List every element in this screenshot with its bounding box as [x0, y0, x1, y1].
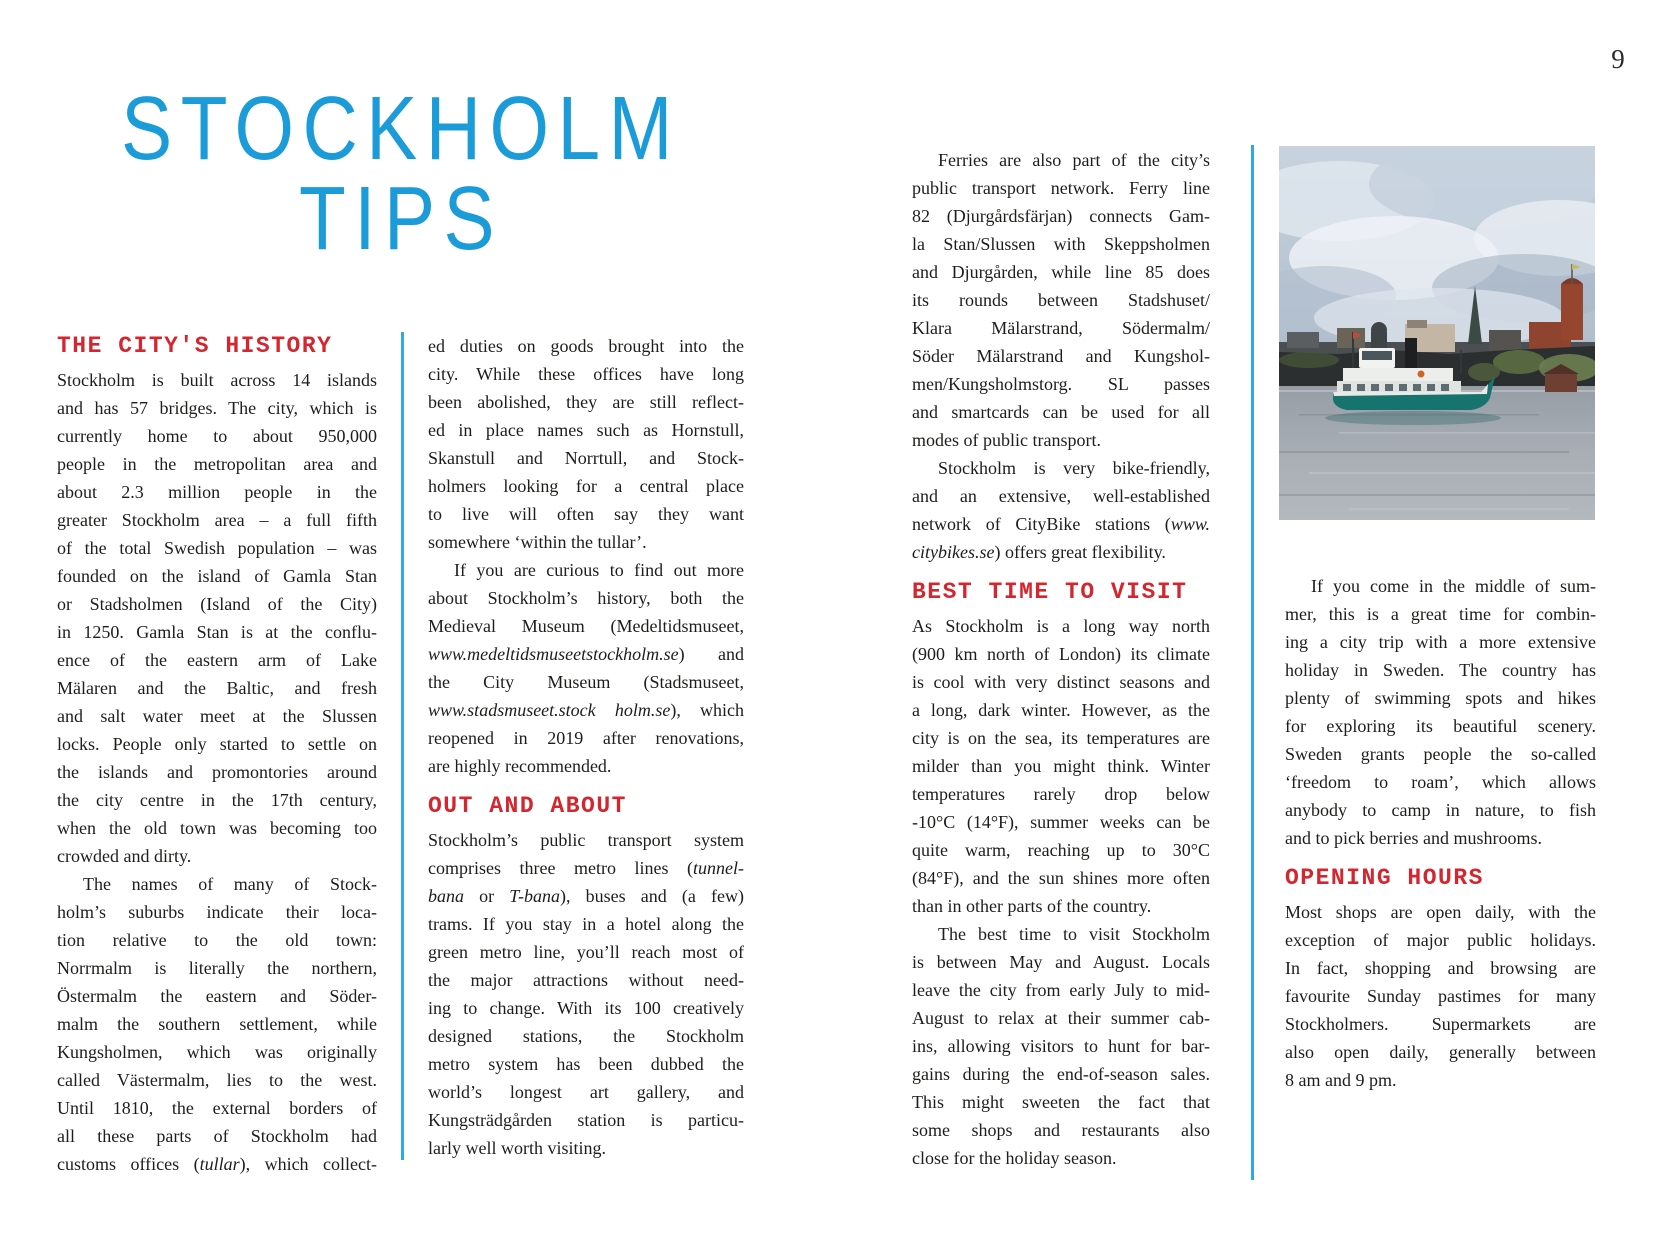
text-line: Most shops are open daily, with the [1285, 902, 1596, 922]
paragraph [912, 146, 1210, 454]
text-line: greater Stockholm area – a full fifth [57, 510, 377, 530]
text-line: This might sweeten the fact that [912, 1092, 1210, 1112]
text-line: and salt water meet at the Slussen [57, 706, 377, 726]
text-line: are highly recommended. [428, 756, 612, 776]
page-number: 9 [1611, 44, 1625, 74]
text-line: ing to change. With its 100 creatively [428, 998, 744, 1018]
text-line: Stockholm’s public transport system [428, 830, 744, 850]
text-line: ins, allowing visitors to hunt for bar- [912, 1036, 1210, 1056]
text-line: or Stadsholmen (Island of the City) [57, 594, 377, 614]
text-line: la Stan/Slussen with Skeppsholmen [912, 234, 1210, 254]
column-divider-rule-left [401, 332, 404, 1160]
text-line: the City Museum (Stadsmuseet, [428, 672, 744, 692]
text-line: www.stadsmuseet.stock holm.se), which [428, 700, 745, 720]
text-line: Skanstull and Norrtull, and Stock- [428, 448, 744, 468]
text-line: and smartcards can be used for all [912, 402, 1210, 422]
text-line: Until 1810, the external borders of [57, 1098, 377, 1118]
text-line: Klara Mälarstrand, Södermalm/ [912, 318, 1210, 338]
text-line: is cool with very distinct seasons and [912, 672, 1210, 692]
text-line: holm’s suburbs indicate their loca- [57, 902, 377, 922]
text-line: the city centre in the 17th century, [57, 790, 377, 810]
text-line: quite warm, reaching up to 30°C [912, 840, 1210, 860]
text-line: network of CityBike stations (www. [912, 514, 1210, 534]
text-line: for exploring its beautiful scenery. [1285, 716, 1596, 736]
text-line: Stockholm is very bike-friendly, [938, 458, 1210, 478]
paragraph [912, 612, 1210, 920]
text-line: holmers looking for a central place [428, 476, 744, 496]
paragraph [912, 454, 1210, 566]
text-line: August to relax at their summer cab- [912, 1008, 1210, 1028]
column-divider-rule-right [1251, 145, 1254, 1180]
text-line: the islands and promontories around [57, 762, 377, 782]
text-line: plenty of swimming spots and hikes [1285, 688, 1596, 708]
text-line: Medieval Museum (Medeltidsmuseet, [428, 616, 744, 636]
paragraph [912, 920, 1210, 1172]
text-line: comprises three metro lines (tunnel- [428, 858, 744, 878]
paragraph [57, 366, 377, 870]
text-line: Sweden grants people the so-called [1285, 744, 1596, 764]
text-line: The names of many of Stock- [83, 874, 377, 894]
text-line: when the old town was becoming too [57, 818, 377, 838]
text-line: Stockholmers. Supermarkets are [1285, 1014, 1596, 1034]
text-line: citybikes.se) offers great flexibility. [912, 542, 1166, 562]
text-line: bana or T-bana), buses and (a few) [428, 886, 744, 906]
text-line: somewhere ‘within the tullar’. [428, 532, 647, 552]
text-line: modes of public transport. [912, 430, 1101, 450]
text-line: holiday in Sweden. The country has [1285, 660, 1596, 680]
text-line: tion relative to the old town: [57, 930, 377, 950]
text-line: Ferries are also part of the city’s [938, 150, 1210, 170]
text-line: Kungsträdgården station is particu- [428, 1110, 744, 1130]
text-line: some shops and restaurants also [912, 1120, 1210, 1140]
text-line: (84°F), and the sun shines more often [912, 868, 1210, 888]
text-line: about Stockholm’s history, both the [428, 588, 744, 608]
section-heading: BEST TIME TO VISIT [912, 579, 1188, 605]
text-line: (900 km north of London) its climate [912, 644, 1210, 664]
text-line: Norrmalm is literally the northern, [57, 958, 377, 978]
text-line: Mälaren and the Baltic, and fresh [57, 678, 377, 698]
text-line: in 1250. Gamla Stan is at the conflu- [57, 622, 377, 642]
text-line: to live will often say they want [428, 504, 744, 524]
text-line: world’s longest art gallery, and [428, 1082, 744, 1102]
text-line: its rounds between Stadshuset/ [912, 290, 1210, 310]
text-column-4 [1285, 572, 1596, 1094]
page-title [57, 79, 745, 269]
text-line: malm the southern settlement, while [57, 1014, 377, 1034]
text-line: ed in place names such as Hornstull, [428, 420, 744, 440]
text-line: locks. People only started to settle on [57, 734, 377, 754]
paragraph [57, 870, 377, 1178]
text-line: larly well worth visiting. [428, 1138, 606, 1158]
text-line: ed duties on goods brought into the [428, 336, 744, 356]
text-line: The best time to visit Stockholm [938, 924, 1210, 944]
text-line: Söder Mälarstrand and Kungshol- [912, 346, 1210, 366]
text-line: city is on the sea, its temperatures are [912, 728, 1210, 748]
text-line: public transport network. Ferry line [912, 178, 1210, 198]
text-line: In fact, shopping and browsing are [1285, 958, 1596, 978]
text-line: 82 (Djurgårdsfärjan) connects Gam- [912, 206, 1210, 226]
section-heading: OPENING HOURS [1285, 865, 1484, 891]
text-line: is between May and August. Locals [912, 952, 1210, 972]
text-line: green metro line, you’ll reach most of [428, 942, 744, 962]
text-line: also open daily, generally between [1285, 1042, 1596, 1062]
text-line: men/Kungsholmstorg. SL passes [912, 374, 1210, 394]
text-line: milder than you might think. Winter [912, 756, 1210, 776]
text-line: than in other parts of the country. [912, 896, 1152, 916]
text-column-3 [912, 146, 1210, 1172]
text-line: and an extensive, well-established [912, 486, 1210, 506]
text-line: and has 57 bridges. The city, which is [57, 398, 377, 418]
text-line: founded on the island of Gamla Stan [57, 566, 377, 586]
text-line: and Djurgården, while line 85 does [912, 262, 1210, 282]
text-line: people in the metropolitan area and [57, 454, 377, 474]
page-title-line-2: TIPS [298, 169, 504, 269]
text-line: ‘freedom to roam’, which allows [1285, 772, 1596, 792]
text-line: If you come in the middle of sum- [1311, 576, 1596, 596]
text-line: been abolished, they are still reflect- [428, 392, 744, 412]
text-line: 8 am and 9 pm. [1285, 1070, 1397, 1090]
text-line: www.medeltidsmuseetstockholm.se) and [428, 644, 744, 664]
text-line: As Stockholm is a long way north [912, 616, 1210, 636]
ferry-photo-illustration [1279, 146, 1595, 520]
text-line: customs offices (tullar), which collect- [57, 1154, 377, 1174]
text-line: close for the holiday season. [912, 1148, 1117, 1168]
paragraph [428, 332, 744, 556]
text-line: Stockholm is built across 14 islands [57, 370, 377, 390]
paragraph [1285, 572, 1596, 852]
text-line: currently home to about 950,000 [57, 426, 377, 446]
text-line: exception of major public holidays. [1285, 930, 1596, 950]
section-heading: OUT AND ABOUT [428, 793, 627, 819]
text-line: gains during the end-of-season sales. [912, 1064, 1210, 1084]
text-line: reopened in 2019 after renovations, [428, 728, 744, 748]
text-line: ing a city trip with a more extensive [1285, 632, 1596, 652]
section-heading: THE CITY'S HISTORY [57, 333, 333, 359]
text-line: -10°C (14°F), summer weeks can be [912, 812, 1210, 832]
text-column-2 [428, 332, 744, 1162]
text-line: ence of the eastern arm of Lake [57, 650, 377, 670]
text-line: Östermalm the eastern and Söder- [57, 986, 377, 1006]
text-column-1 [57, 332, 377, 1178]
text-line: anybody to camp in nature, to fish [1285, 800, 1596, 820]
text-line: trams. If you stay in a hotel along the [428, 914, 744, 934]
text-line: designed stations, the Stockholm [428, 1026, 744, 1046]
text-line: temperatures rarely drop below [912, 784, 1210, 804]
paragraph [428, 556, 744, 780]
text-line: all these parts of Stockholm had [57, 1126, 377, 1146]
ferry-photo [1279, 146, 1595, 520]
text-line: If you are curious to find out more [454, 560, 744, 580]
paragraph [428, 826, 744, 1162]
text-line: metro system has been dubbed the [428, 1054, 744, 1074]
text-line: of the total Swedish population – was [57, 538, 377, 558]
text-line: a long, dark winter. However, as the [912, 700, 1210, 720]
text-line: favourite Sunday pastimes for many [1285, 986, 1596, 1006]
text-line: leave the city from early July to mid- [912, 980, 1210, 1000]
text-line: crowded and dirty. [57, 846, 192, 866]
page-title-line-1: STOCKHOLM [121, 79, 681, 179]
text-line: and to pick berries and mushrooms. [1285, 828, 1542, 848]
text-line: about 2.3 million people in the [57, 482, 377, 502]
text-line: the major attractions without need- [428, 970, 744, 990]
text-line: city. While these offices have long [428, 364, 744, 384]
text-line: mer, this is a great time for combin- [1285, 604, 1596, 624]
text-line: called Västermalm, lies to the west. [57, 1070, 377, 1090]
text-line: Kungsholmen, which was originally [57, 1042, 377, 1062]
paragraph [1285, 898, 1596, 1094]
